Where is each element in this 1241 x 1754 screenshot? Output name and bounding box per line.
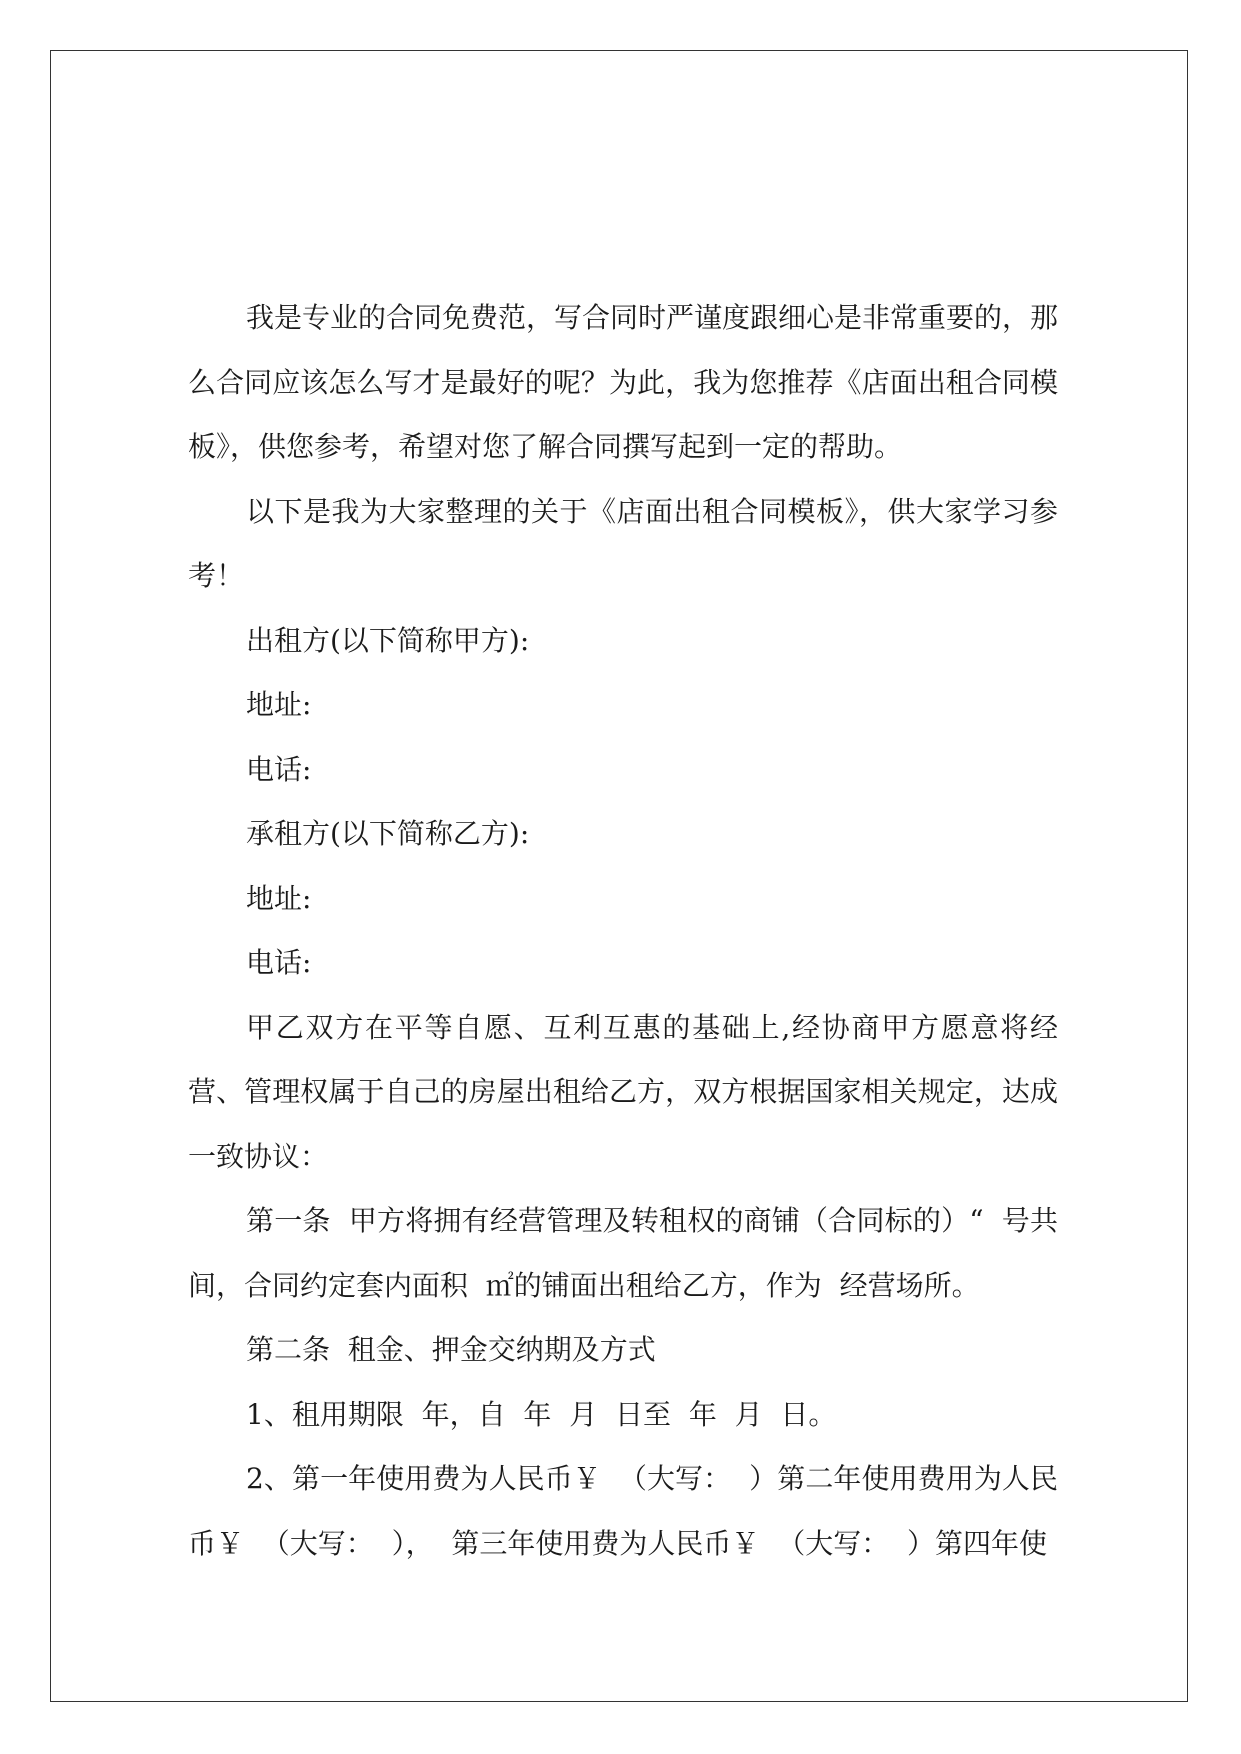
rent-fee-clause: 2、第一年使用费为人民币￥ （大写： ）第二年使用费用为人民币￥ （大写： ）， 第三年使用费为人民币￥ （大写： ）第四年使 (188, 1462, 1058, 1560)
intro-paragraph: 我是专业的合同免费范，写合同时严谨度跟细心是非常重要的，那么合同应该怎么写才是最好的呢？为此，我为您推荐《店面出租合同模板》，供您参考，希望对您了解合同撰写起到一定的帮助。 (188, 301, 1059, 463)
lessor-phone-label: 电话: (246, 752, 312, 786)
lessee-address-label: 地址: (246, 881, 312, 915)
lessor-label: 出租方(以下简称甲方): (246, 623, 530, 657)
article-one: 第一条 甲方将拥有经营管理及转租权的商铺（合同标的）“ 号共 间，合同约定套内面积 ㎡的铺面出租给乙方，作为 经营场所。 (188, 1204, 1076, 1302)
lessee-label: 承租方(以下简称乙方): (246, 817, 530, 850)
lease-term-clause: 1、租用期限 年，自 年 月 日至 年 月 日。 (246, 1397, 837, 1431)
lessee-phone-label: 电话: (246, 946, 312, 979)
lessor-address-label: 地址: (246, 688, 312, 721)
document-body (188, 286, 1076, 1576)
agreement-preamble: 甲乙双方在平等自愿、互利互惠的基础上,经协商甲方愿意将经营、管理权属于自己的房屋出租给乙方，双方根据国家相关规定，达成一致协议： (188, 1010, 1058, 1173)
reference-paragraph: 以下是我为大家整理的关于《店面出租合同模板》，供大家学习参考！ (188, 494, 1058, 592)
article-two-heading: 第二条 租金、押金交纳期及方式 (246, 1333, 656, 1366)
